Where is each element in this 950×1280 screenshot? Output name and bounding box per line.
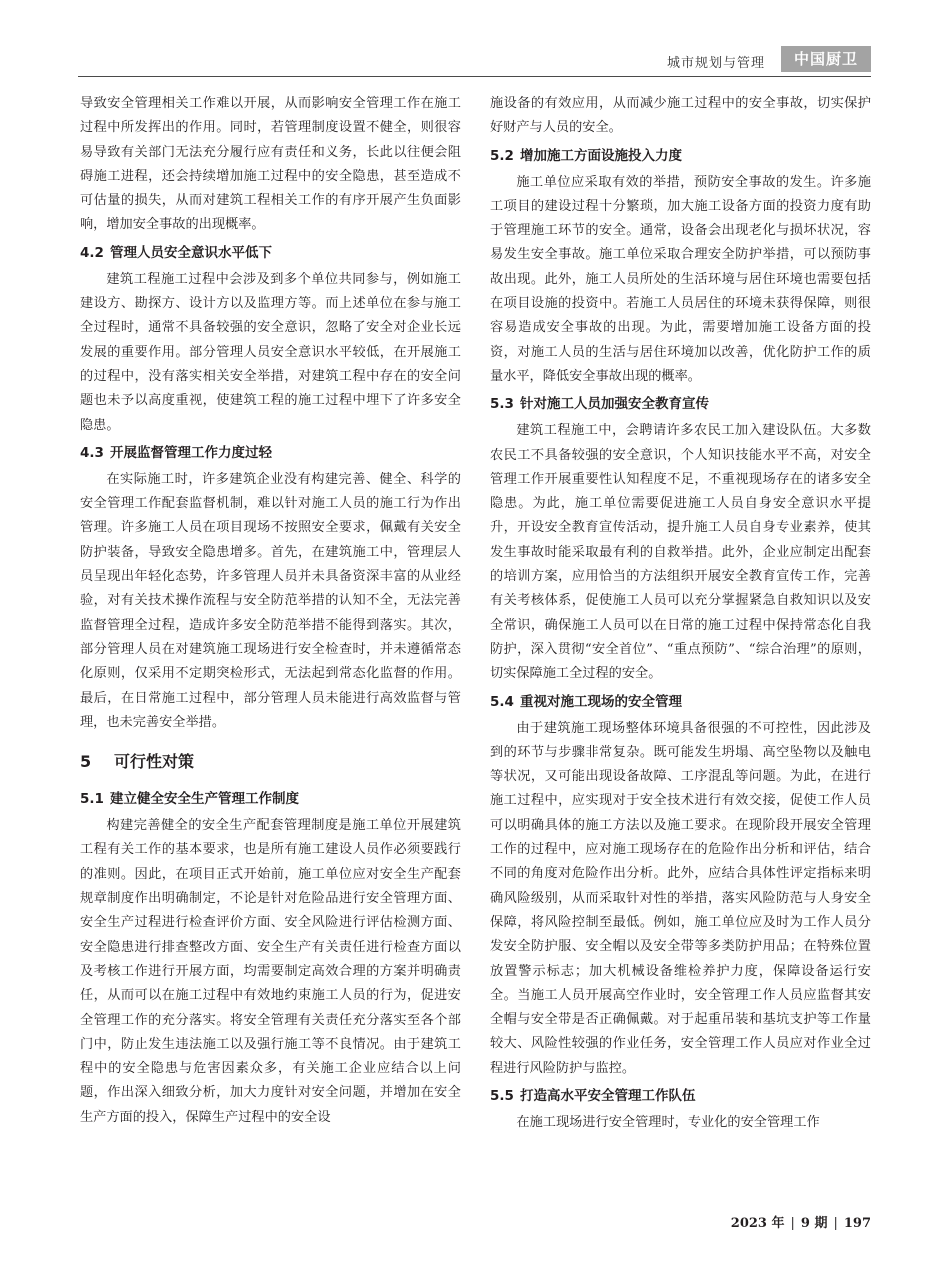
heading-title: 管理人员安全意识水平低下	[110, 244, 272, 261]
section-label: 城市规划与管理	[666, 56, 765, 71]
paragraph-5-2: 施工单位应采取有效的举措，预防安全事故的发生。许多施工项目的建设过程十分繁琐，加大施工设备方面的投资力度有助于管理施工环节的安全。通常，设备会出现老化与损坏状况，容易发生安全事故。施工单位采取合理安全防护举措，可以预防事故出现。此外，施工人员所处的生活环境与居住环境也需要包括在项目设施的投资中。若施工人员居住的环境未获得保障，则很容易造成安全事故的出现。为此，需要增加施工设备方面的投资，对施工人员的生活与居住环境加以改善，优化防护工作的质量水平，降低安全事故出现的概率。	[490, 174, 871, 384]
heading-title: 重视对施工现场的安全管理	[520, 693, 682, 710]
page-number: 197	[843, 1216, 871, 1231]
heading-title: 打造高水平安全管理工作队伍	[520, 1087, 696, 1104]
paragraph-5-3: 建筑工程施工中，会聘请许多农民工加入建设队伍。大多数农民工不具备较强的安全意识，个人知识技能水平不高，对安全管理工作开展重要性认知程度不足，不重视现场存在的诸多安全隐患。为此，施工单位需要促进施工人员自身安全意识水平提升，开设安全教育宣传活动，提升施工人员自身专业素养，使其发生事故时能采取最有利的自救举措。此外，企业应制定出配套的培训方案，应用恰当的方法组织开展安全教育宣传工作，完善有关考核体系，促使施工人员可以充分掌握紧急自救知识以及安全常识，确保施工人员可以在日常的施工过程中保持常态化自我防护，深入贯彻“安全首位”、“重点预防”、“综合治理”的原则，切实保障施工全过程的安全。	[490, 423, 871, 682]
heading-4-3	[80, 441, 461, 465]
heading-4-2	[80, 241, 461, 265]
heading-number: 5.1	[80, 791, 104, 808]
paragraph-4-2: 建筑工程施工过程中会涉及到多个单位共同参与，例如施工建设方、勘探方、设计方以及监理方等。而上述单位在参与施工全过程时，通常不具备较强的安全意识，忽略了安全对企业长远发展的重要作用。部分管理人员安全意识水平较低，在开展施工的过程中，没有落实相关安全举措，对建筑工程中存在的安全问题也未予以高度重视，使建筑工程的施工过程中埋下了许多安全隐患。	[80, 271, 461, 433]
heading-5	[80, 749, 461, 775]
right-column	[490, 92, 871, 1135]
issue-number: 9 期	[800, 1216, 828, 1231]
heading-number: 5.2	[490, 147, 514, 164]
paragraph-continued: 施设备的有效应用，从而减少施工过程中的安全事故，切实保护好财产与人员的安全。	[490, 96, 871, 136]
heading-number: 4.3	[80, 444, 104, 461]
heading-number: 5.4	[490, 693, 514, 710]
paragraph-4-3: 在实际施工时，许多建筑企业没有构建完善、健全、科学的安全管理工作配套监督机制，难以针对施工人员的施工行为作出管理。许多施工人员在项目现场不按照安全要求，佩戴有关安全防护装备，导致安全隐患增多。首先，在建筑施工中，管理层人员呈现出年轻化态势，许多管理人员并未具备资深丰富的从业经验，对有关技术操作流程与安全防范举措的认知不全，无法完善监督管理全过程，造成许多安全防范举措不能得到落实。其次，部分管理人员在对建筑施工现场进行安全检查时，并未遵循常态化原则，仅采用不定期突检形式，无法起到常态化监督的作用。最后，在日常施工过程中，部分管理人员未能进行高效监督与管理，也未完善安全举措。	[80, 471, 461, 730]
heading-5-1	[80, 787, 461, 811]
heading-number: 4.2	[80, 244, 104, 261]
footer-separator: |	[833, 1216, 838, 1231]
heading-number: 5.5	[490, 1087, 514, 1104]
heading-title: 针对施工人员加强安全教育宣传	[520, 396, 709, 413]
journal-badge: 中国厨卫	[781, 46, 871, 72]
heading-title: 可行性对策	[114, 752, 195, 772]
heading-title: 建立健全安全生产管理工作制度	[110, 791, 299, 808]
left-column	[80, 92, 461, 1130]
heading-number: 5	[80, 752, 92, 772]
paragraph-continued: 导致安全管理相关工作难以开展，从而影响安全管理工作在施工过程中所发挥出的作用。同时，若管理制度设置不健全，则很容易导致有关部门无法充分履行应有责任和义务，长此以往便会阻碍施工进程，还会持续增加施工过程中的安全隐患，甚至造成不可估量的损失，从而对建筑工程相关工作的有序开展产生负面影响，增加安全事故的出现概率。	[80, 96, 461, 233]
heading-5-4	[490, 690, 871, 714]
heading-title: 开展监督管理工作力度过轻	[110, 444, 272, 461]
heading-5-2	[490, 144, 871, 168]
issue-year: 2023 年	[730, 1216, 785, 1231]
heading-5-5	[490, 1084, 871, 1108]
paragraph-5-1: 构建完善健全的安全生产配套管理制度是施工单位开展建筑工程有关工作的基本要求，也是所有施工建设人员作必须要践行的准则。因此，在项目正式开始前，施工单位应对安全生产配套规章制度作出明确制定，不论是针对危险品进行安全管理方面、安全生产过程进行检查评价方面、安全风险进行评估检测方面、安全隐患进行排查整改方面、安全生产有关责任进行检查方面以及考核工作进行开展方面，均需要制定高效合理的方案并明确责任，从而可以在施工过程中有效地约束施工人员的行为，促进安全管理工作的充分落实。将安全管理有关责任充分落实至各个部门中，防止发生违法施工以及强行施工等不良情况。由于建筑工程中的安全隐患与危害因素众多，有关施工企业应结合以上问题，作出深入细致分析，加大力度针对安全问题，并增加在安全生产方面的投入，保障生产过程中的安全设	[80, 818, 461, 1125]
page-header	[78, 46, 871, 77]
paragraph-5-4: 由于建筑施工现场整体环境具备很强的不可控性，因此涉及到的环节与步骤非常复杂。既可能发生坍塌、高空坠物以及触电等状况，又可能出现设备故障、工序混乱等问题。为此，在进行施工过程中，应实现对于安全技术进行有效交接，促使工作人员可以明确具体的施工方法以及施工要求。在现阶段开展安全管理工作的过程中，应对施工现场存在的危险作出分析和评估，结合不同的角度对危险作出分析。此外，应结合具体性评定指标来明确风险级别，从而采取针对性的举措，落实风险防范与人身安全保障，将风险控制至最低。例如，施工单位应及时为工作人员分发安全防护服、安全帽以及安全带等多类防护用品；在特殊位置放置警示标志；加大机械设备维检养护力度，保障设备运行安全。当施工人员开展高空作业时，安全管理工作人员应监督其安全帽与安全带是否正确佩戴。对于起重吊装和基坑支护等工作量较大、风险性较强的作业任务，安全管理工作人员应对作业全过程进行风险防护与监控。	[490, 720, 871, 1076]
heading-number: 5.3	[490, 396, 514, 413]
footer-separator: |	[790, 1216, 795, 1231]
page-footer	[731, 1212, 871, 1231]
heading-5-3	[490, 392, 871, 416]
heading-title: 增加施工方面设施投入力度	[520, 147, 682, 164]
paragraph-5-5: 在施工现场进行安全管理时，专业化的安全管理工作	[516, 1114, 820, 1130]
